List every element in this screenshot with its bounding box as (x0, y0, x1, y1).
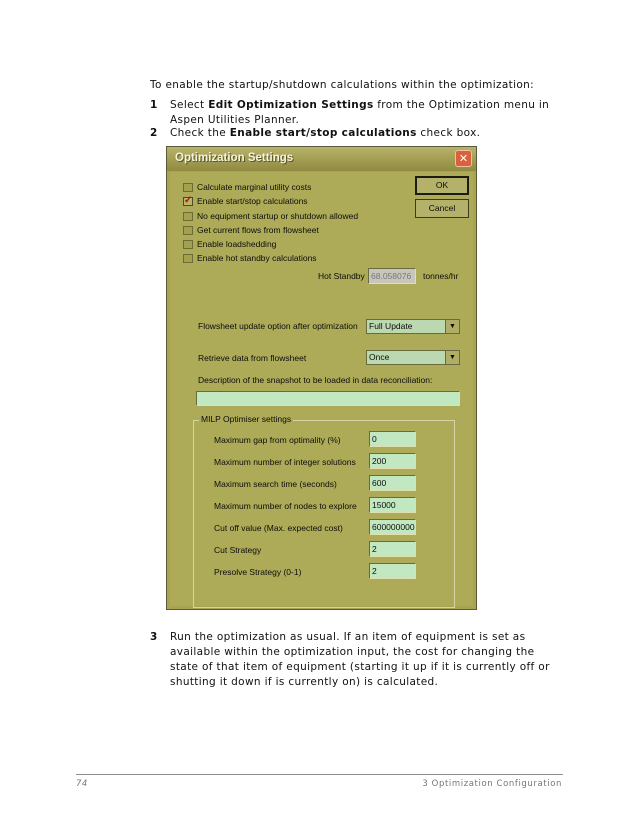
checkbox-start-stop[interactable] (183, 197, 193, 206)
step-number: 2 (150, 127, 158, 139)
page-number: 74 (76, 779, 88, 789)
presolve-strategy-input[interactable]: 2 (369, 563, 416, 579)
checkbox-marginal-costs[interactable] (183, 183, 193, 192)
dialog-titlebar[interactable] (167, 147, 476, 171)
menu-command: Edit Optimization Settings (208, 99, 374, 111)
cut-strategy-input[interactable]: 2 (369, 541, 416, 557)
max-solutions-input[interactable]: 200 (369, 453, 416, 469)
checkmark-icon: ✓ (184, 195, 193, 206)
chevron-down-icon[interactable]: ▼ (445, 320, 459, 333)
dialog-body (170, 172, 473, 606)
cut-off-value-input[interactable]: 600000000 (369, 519, 416, 535)
step-text: Check the Enable start/stop calculations check box. (170, 127, 481, 139)
milp-label: Cut Strategy (214, 545, 262, 555)
checkbox-current-flows[interactable] (183, 226, 193, 235)
snapshot-label: Description of the snapshot to be loaded in data reconciliation: (198, 375, 433, 385)
chapter-title: 3 Optimization Configuration (422, 779, 562, 789)
flowsheet-update-value: Full Update (369, 321, 413, 331)
checkbox-no-startup-shutdown[interactable] (183, 212, 193, 221)
milp-settings-group (193, 414, 455, 608)
milp-label: Maximum number of nodes to explore (214, 501, 357, 511)
checkbox-label: No equipment startup or shutdown allowed (197, 211, 359, 221)
step-text: Run the optimization as usual. If an item of equipment is set as available within the optimization input, the cost for changing the state of that item of equipment (starting it up if it is currently off or shutting it down if is currently on) is calculated. (170, 631, 550, 688)
milp-label: Maximum search time (seconds) (214, 479, 337, 489)
hot-standby-label: Hot Standby (318, 271, 365, 281)
step-number: 1 (150, 99, 158, 111)
flowsheet-update-label: Flowsheet update option after optimization (198, 321, 358, 331)
max-search-time-input[interactable]: 600 (369, 475, 416, 491)
hot-standby-field[interactable]: 68.058076 (368, 268, 416, 284)
step-number: 3 (150, 631, 158, 643)
max-gap-input[interactable]: 0 (369, 431, 416, 447)
checkbox-label: Enable hot standby calculations (197, 253, 317, 263)
chevron-down-icon[interactable]: ▼ (445, 351, 459, 364)
retrieve-value: Once (369, 352, 390, 362)
footer-divider (76, 774, 563, 775)
max-nodes-input[interactable]: 15000 (369, 497, 416, 513)
step-text: Select Edit Optimization Settings from the Optimization menu in Aspen Utilities Planner. (170, 99, 550, 126)
checkbox-label: Enable loadshedding (197, 239, 277, 249)
checkbox-label: Calculate marginal utility costs (197, 182, 312, 192)
snapshot-description-input[interactable] (196, 391, 460, 406)
cancel-button[interactable]: Cancel (415, 199, 469, 218)
optimization-settings-dialog (166, 146, 477, 610)
dialog-title: Optimization Settings (175, 152, 294, 164)
hot-standby-unit: tonnes/hr (423, 271, 459, 281)
checkbox-label: Enable start/stop calculations (197, 196, 308, 206)
ok-button[interactable]: OK (415, 176, 469, 195)
retrieve-label: Retrieve data from flowsheet (198, 353, 307, 363)
group-title: MILP Optimiser settings (201, 414, 292, 424)
checkbox-loadshedding[interactable] (183, 240, 193, 249)
checkbox-hot-standby[interactable] (183, 254, 193, 263)
milp-label: Maximum gap from optimality (%) (214, 435, 341, 445)
milp-label: Cut off value (Max. expected cost) (214, 523, 343, 533)
intro-text: To enable the startup/shutdown calculations within the optimization: (150, 79, 535, 91)
checkbox-label: Get current flows from flowsheet (197, 225, 319, 235)
close-icon[interactable]: ✕ (455, 150, 472, 167)
checkbox-name: Enable start/stop calculations (229, 127, 417, 139)
milp-label: Maximum number of integer solutions (214, 457, 356, 467)
retrieve-select[interactable] (366, 350, 460, 365)
milp-label: Presolve Strategy (0-1) (214, 567, 302, 577)
flowsheet-update-select[interactable] (366, 319, 460, 334)
